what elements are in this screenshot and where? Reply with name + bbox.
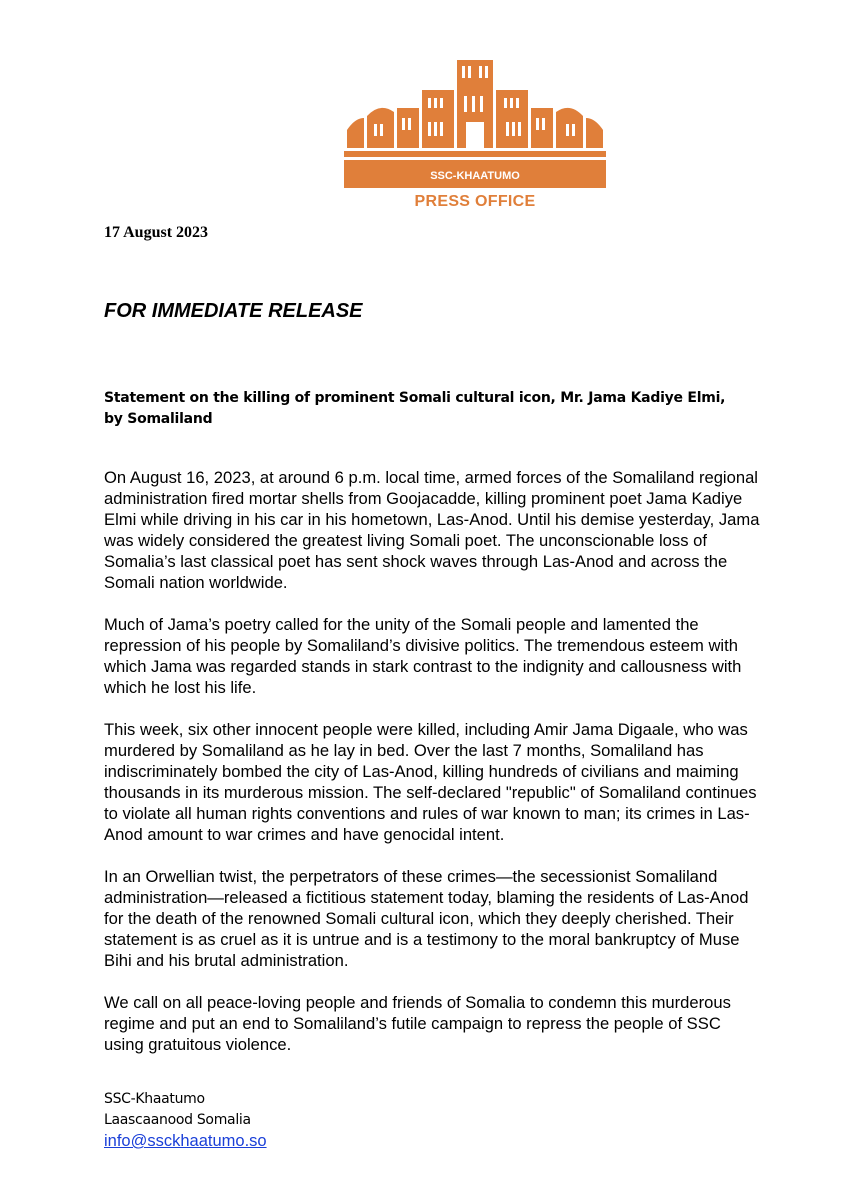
paragraph: We call on all peace-loving people and friends of Somalia to condemn this murderous regime and put an end to Somaliland’s futile campaign to repress the people of SSC using gratuitous violence. <box>104 993 731 1054</box>
statement-body <box>104 467 764 1076</box>
footer-location: Laascaanood Somalia <box>104 1112 251 1128</box>
logo-text: SSC-KHAATUMO <box>430 170 520 182</box>
ssc-khaatumo-logo <box>344 56 606 190</box>
paragraph: Much of Jama’s poetry called for the unity of the Somali people and lamented the repression of his people by Somaliland’s divisive politics. The tremendous esteem with which Jama was regarded stands in stark contrast to the indignity and callousness with which he lost his life. <box>104 615 742 697</box>
press-office-label: PRESS OFFICE <box>414 193 536 210</box>
statement-headline: Statement on the killing of prominent Somali cultural icon, Mr. Jama Kadiye Elmi, by Somaliland <box>104 390 726 427</box>
footer-email-link[interactable]: info@ssckhaatumo.so <box>104 1132 267 1150</box>
footer-org: SSC-Khaatumo <box>104 1091 205 1107</box>
paragraph: This week, six other innocent people were killed, including Amir Jama Digaale, who was murdered by Somaliland as he lay in bed. Over the last 7 months, Somaliland has indiscriminately bombed the city of Las-Anod, killing hundreds of civilians and maiming thousands in its murderous mission. The self-declared "republic" of Somaliland continues to violate all human rights conventions and rules of war known to man; its crimes in Las-Anod amount to war crimes and have genocidal intent. <box>104 720 757 844</box>
paragraph: On August 16, 2023, at around 6 p.m. local time, armed forces of the Somaliland regional administration fired mortar shells from Goojacadde, killing prominent poet Jama Kadiye Elmi while driving in his car in his hometown, Las-Anod. Until his demise yesterday, Jama was widely considered the greatest living Somali poet. The unconscionable loss of Somalia’s last classical poet has sent shock waves through Las-Anod and across the Somali nation worldwide. <box>104 468 760 592</box>
paragraph: In an Orwellian twist, the perpetrators of these crimes—the secessionist Somaliland administration—released a fictitious statement today, blaming the residents of Las-Anod for the death of the renowned Somali cultural icon, which they deeply cherished. Their statement is as cruel as it is untrue and is a testimony to the moral bankruptcy of Muse Bihi and his brutal administration. <box>104 867 749 970</box>
release-label: FOR IMMEDIATE RELEASE <box>104 300 363 322</box>
contact-footer <box>104 1089 267 1153</box>
release-date: 17 August 2023 <box>104 224 209 241</box>
